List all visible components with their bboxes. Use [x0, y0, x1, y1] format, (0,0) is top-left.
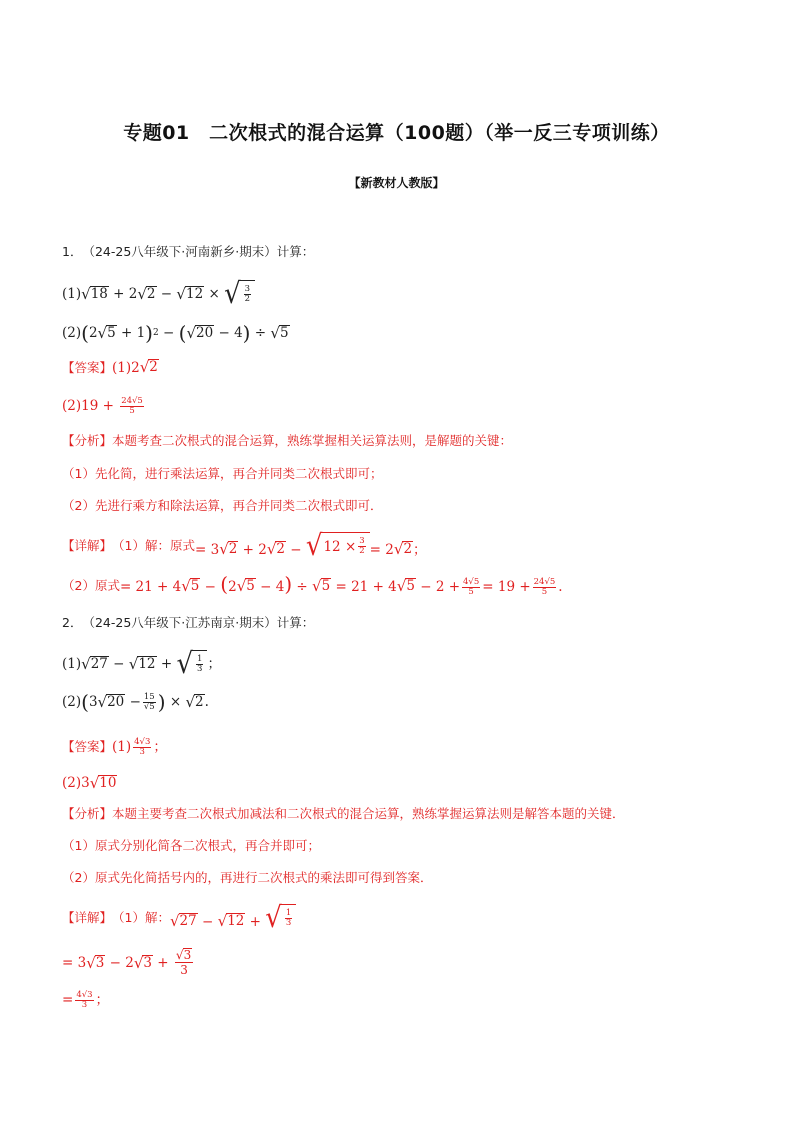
- q2-detail-1: 【详解】 （1）解： √ 27 − √ 12 + √ $\frac{1}{3}$: [62, 904, 742, 932]
- q1-answer-1: 【答案】 (1)2 √ 2: [62, 358, 158, 376]
- q1-answer-2: (2)19 + $\frac{24√5}{5}$: [62, 395, 143, 416]
- q2-analysis: 【分析】 本题主要考查二次根式加减法和二次根式的混合运算，熟练掌握运算法则是解答本题的关键．: [62, 806, 625, 821]
- answer-tag: 【答案】: [62, 360, 113, 375]
- q2-analysis-step1: （1）原式分别化简各二次根式，再合并即可；: [62, 838, 320, 853]
- q1-analysis: 【分析】 本题考查二次根式的混合运算，熟练掌握相关运算法则，是解题的关键：: [62, 433, 513, 448]
- q1-part2: (2) ( 2 √ 5 + 1 ) 2 − ( √ 20 − 4 ) ÷ √ 5: [62, 321, 289, 345]
- q2-header: [62, 613, 742, 633]
- q2-part2: (2) ( 3 √ 20 − $\frac{15}{√5}$ ) × √ 2 .: [62, 690, 209, 714]
- q2-answer-2: (2)3 √ 10: [62, 774, 117, 792]
- q1-part1: (1) √ 18 + 2 √ 2 − √ 12 × √ $\frac{3}{2}$: [62, 280, 742, 308]
- page-title: 专题01 二次根式的混合运算（100题）（举一反三专项训练）: [123, 122, 670, 144]
- q1-analysis-step2: （2）先进行乘方和除法运算，再合并同类二次根式即可．: [62, 498, 383, 513]
- q2-analysis-step2: （2）原式先化简括号内的，再进行二次根式的乘法即可得到答案．: [62, 870, 433, 885]
- q1-detail-1: 【详解】 （1）解：原式 = 3 √ 2 + 2 √ 2 − √ 12 × $\frac{3}{2}$ = 2 √ 2 ；: [62, 529, 427, 563]
- q2-number: 2．: [62, 615, 83, 630]
- q1-detail-2: （2）原式 = 21 + 4 √ 5 − (2 √ 5 − 4) ÷ √ 5 = 21 + 4 √ 5 − 2 + $\frac{4√5}{5}$ = 19 + $\frac{24√5}{5}$ .: [62, 572, 563, 597]
- q2-answer-1: 【答案】 (1) $\frac{4√3}{3}$ ；: [62, 737, 167, 757]
- q2-source: （24-25八年级下·江苏南京·期末）计算：: [82, 615, 315, 630]
- q1-analysis-step1: （1）先化简，进行乘法运算，再合并同类二次根式即可；: [62, 466, 383, 481]
- q2-part1: (1) √ 27 − √ 12 + √ $\frac{1}{3}$ ；: [62, 647, 221, 681]
- page-subtitle: 【新教材人教版】: [348, 176, 445, 190]
- q1-number: 1．: [62, 244, 83, 259]
- q2-detail-2: = 3 √ 3 − 2 √ 3 + √ 3 3: [62, 948, 192, 977]
- q1-header: [62, 242, 742, 262]
- q2-detail-3: = $\frac{4√3}{3}$ ；: [62, 989, 110, 1010]
- q1-source: （24-25八年级下·河南新乡·期末）计算：: [82, 244, 315, 259]
